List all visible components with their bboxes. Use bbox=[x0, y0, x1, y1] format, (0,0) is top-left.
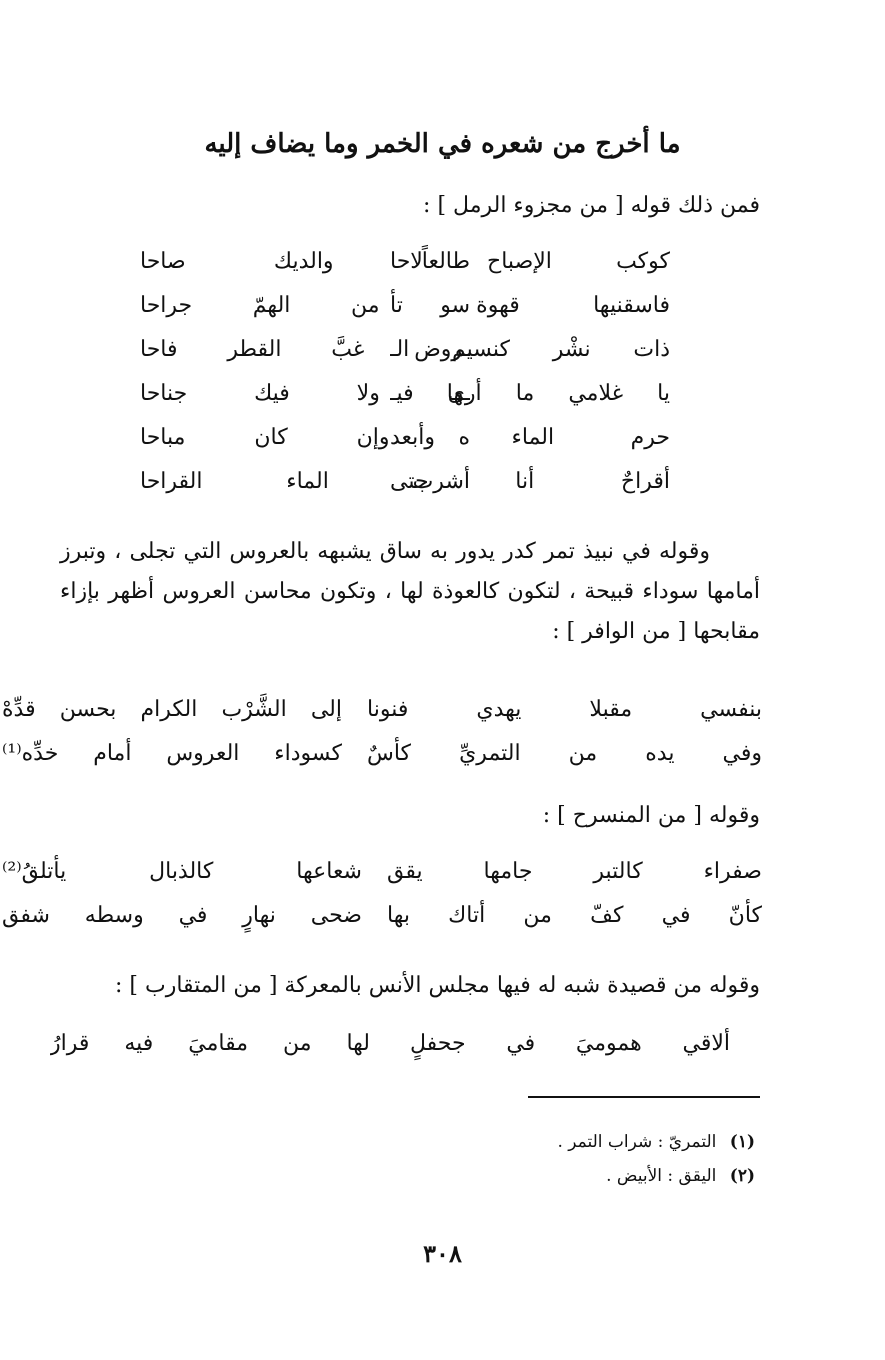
footnote-2-number: (٢) bbox=[729, 1166, 755, 1186]
poem1-verse-3-first-hemistich: ذات نشْر كنسيم الـ bbox=[390, 337, 670, 362]
poem3-verse-2 bbox=[0, 896, 885, 936]
poem1-verse-2-first-hemistich: فاسقنيها قهوة تأ bbox=[390, 293, 670, 318]
poem2-verse-2-first-hemistich: وفي يده من التمريِّ كأسٌ bbox=[367, 741, 762, 766]
poem3-verse-1-second-hemistich: شعاعها كالذبال يأتلقُ⁽²⁾ bbox=[2, 859, 362, 884]
footnote-1 bbox=[557, 1128, 755, 1156]
poem1-verse-1 bbox=[0, 242, 885, 282]
intro-paragraph-1: فمن ذلك قوله [ من مجزوء الرمل ] : bbox=[423, 193, 760, 218]
poem1-verse-1-second-hemistich: طالعاً والديك صاحا bbox=[140, 249, 470, 274]
poem1-verse-6 bbox=[0, 462, 885, 502]
poem2-verse-1-first-hemistich: بنفسي مقبلا يهدي فنونا bbox=[367, 697, 762, 722]
poem2-verse-1 bbox=[0, 690, 885, 730]
poem1-verse-4-first-hemistich: يا غلامي ما أرى فيـ bbox=[390, 381, 670, 406]
poem3-verse-2-first-hemistich: كأنّ في كفّ من أتاك بها bbox=[387, 903, 762, 928]
poem3-verse-1 bbox=[0, 852, 885, 892]
poem2-verse-2 bbox=[0, 734, 885, 774]
poem3-verse-2-second-hemistich: ضحى نهارٍ في وسطه شفق bbox=[2, 903, 362, 928]
footnote-1-number: (١) bbox=[729, 1132, 755, 1152]
poem1-verse-5-second-hemistich: ه وإن كان مباحا bbox=[140, 425, 470, 450]
poem1-verse-6-first-hemistich: أقراحٌ أنا حتى bbox=[390, 469, 670, 494]
page-number: ٣٠٨ bbox=[423, 1239, 462, 1268]
poem3-verse-1-first-hemistich: صفراء كالتبر جامها يقق bbox=[387, 859, 762, 884]
poem4-verse-1 bbox=[0, 1024, 885, 1064]
page-title: ما أخرج من شعره في الخمر وما يضاف إليه bbox=[204, 129, 681, 159]
poem4-verse-1-second-hemistich: لها من مقاميَ فيه قرارُ bbox=[50, 1031, 370, 1056]
poem2-verse-1-second-hemistich: إلى الشَّرْب الكرام بحسن قدِّهْ bbox=[2, 697, 342, 722]
poem1-verse-5 bbox=[0, 418, 885, 458]
footnote-1-text: التمريّ : شراب التمر . bbox=[557, 1132, 717, 1152]
poem2-verse-2-second-hemistich: كسوداء العروس أمام خدِّه⁽¹⁾ bbox=[2, 741, 342, 766]
poem1-verse-3 bbox=[0, 330, 885, 370]
intro-paragraph-3: وقوله [ من المنسرح ] : bbox=[542, 803, 760, 828]
intro-paragraph-2: وقوله في نبيذ تمر كدر يدور به ساق يشبهه بالعروس التي تجلى ، وتبرز أمامها سوداء قبيحة ، لتكون كالعوذة لها ، وتكون محاسن العروس أظهر بإزاء مقابحها [ من الوافر ] : bbox=[60, 539, 760, 644]
poem1-verse-4-second-hemistich: ـها ولا فيك جناحا bbox=[140, 381, 470, 406]
footnote-separator bbox=[528, 1096, 760, 1098]
footnote-2 bbox=[606, 1162, 755, 1190]
footnote-2-text: اليقق : الأبيض . bbox=[606, 1166, 717, 1186]
poem1-verse-1-first-hemistich: كوكب الإصباح لاحا bbox=[390, 249, 670, 274]
poem4-verse-1-first-hemistich: ألاقي هموميَ في جحفلٍ bbox=[410, 1031, 730, 1056]
poem1-verse-2 bbox=[0, 286, 885, 326]
poem1-verse-3-second-hemistich: ـروض غبَّ القطر فاحا bbox=[140, 337, 470, 362]
poem1-verse-5-first-hemistich: حرم الماء وأبعد bbox=[390, 425, 670, 450]
poem1-verse-2-second-hemistich: سو من الهمّ جراحا bbox=[140, 293, 470, 318]
intro-paragraph-4: وقوله من قصيدة شبه له فيها مجلس الأنس بالمعركة [ من المتقارب ] : bbox=[115, 973, 760, 998]
poem1-verse-6-second-hemistich: أشرب الماء القراحا bbox=[140, 469, 470, 494]
poem1-verse-4 bbox=[0, 374, 885, 414]
